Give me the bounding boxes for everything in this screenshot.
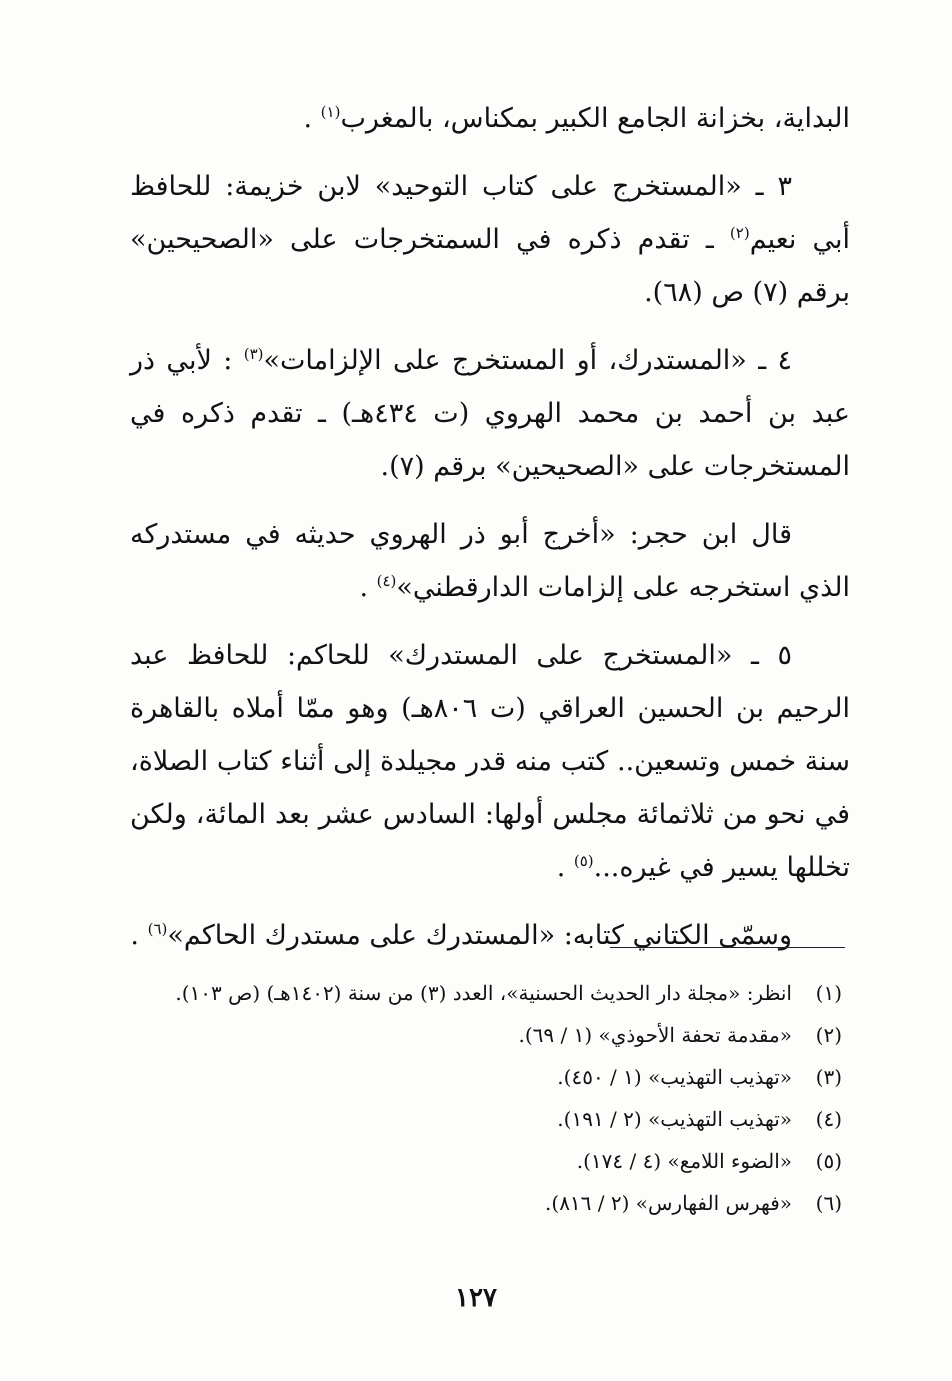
footnote-5-number: (٥) [815, 1149, 842, 1173]
paragraph-2-text: ٣ ـ «المستخرج على كتاب التوحيد» لابن خزيمة: للحافظ أبي نعيم [130, 171, 850, 255]
paragraph-5-end: . [556, 852, 574, 883]
footnote-1-text: انظر: «مجلة دار الحديث الحسنية»، العدد (٣) من سنة (١٤٠٢هـ) (ص ١٠٣). [175, 981, 792, 1005]
footnote-ref-5: (٥) [573, 852, 594, 870]
footnote-ref-1: (١) [320, 103, 341, 121]
paragraph-2 [130, 160, 850, 319]
paragraph-3-text: ٤ ـ «المستدرك، أو المستخرج على الإلزامات» [263, 345, 792, 376]
paragraph-3-end: : لأبي ذر عبد بن أحمد بن محمد الهروي (ت ٤٣٤هـ) ـ تقدم ذكره في المستخرجات على «الصحيحين» برقم (٧). [130, 345, 850, 482]
paragraph-6 [130, 909, 850, 962]
footnote-5 [130, 1140, 842, 1182]
footnote-1 [130, 972, 842, 1014]
footnote-4-number: (٤) [815, 1107, 842, 1131]
paragraph-1 [130, 92, 850, 145]
footnote-2 [130, 1014, 842, 1056]
page-number: ١٢٧ [455, 1283, 497, 1313]
footnote-ref-3: (٣) [243, 345, 264, 363]
paragraph-1-end: . [303, 103, 321, 134]
footnote-2-text: «مقدمة تحفة الأحوذي» (١ / ٦٩). [518, 1023, 792, 1047]
footnote-3 [130, 1056, 842, 1098]
footnote-2-number: (٢) [815, 1023, 842, 1047]
footnote-6 [130, 1182, 842, 1224]
paragraph-4-end: . [359, 572, 377, 603]
footnote-6-number: (٦) [815, 1191, 842, 1215]
footnote-1-number: (١) [815, 981, 842, 1005]
footnote-separator [610, 947, 845, 948]
footnote-ref-6: (٦) [147, 920, 168, 938]
main-text [130, 92, 850, 977]
footnote-4 [130, 1098, 842, 1140]
paragraph-6-text: وسمّى الكتاني كتابه: «المستدرك على مستدرك الحاكم» [167, 920, 792, 951]
paragraph-1-text: البداية، بخزانة الجامع الكبير بمكناس، بالمغرب [340, 103, 850, 134]
footnote-5-text: «الضوء اللامع» (٤ / ١٧٤). [576, 1149, 792, 1173]
paragraph-3 [130, 334, 850, 493]
paragraph-6-end: . [130, 920, 148, 951]
paragraph-2-end: ـ تقدم ذكره في السمتخرجات على «الصحيحين» برقم (٧) ص (٦٨). [130, 224, 850, 308]
paragraph-5-text: ٥ ـ «المستخرج على المستدرك» للحاكم: للحافظ عبد الرحيم بن الحسين العراقي (ت ٨٠٦هـ) وهو ممّا أملاه بالقاهرة سنة خمس وتسعين.. كتب منه قدر مجيلدة إلى أثناء كتاب الصلاة، في نحو من ثلاثمائة مجلس أولها: السادس عشر بعد المائة، ولكن تخللها يسير في غيره... [130, 640, 850, 883]
footnote-3-number: (٣) [815, 1065, 842, 1089]
paragraph-4-text: قال ابن حجر: «أخرج أبو ذر الهروي حديثه في مستدركه الذي استخرجه على إلزامات الدارقطني» [130, 519, 850, 603]
footnote-ref-4: (٤) [376, 572, 397, 590]
footnote-4-text: «تهذيب التهذيب» (٢ / ١٩١). [557, 1107, 792, 1131]
footnote-ref-2: (٢) [729, 224, 750, 242]
paragraph-4 [130, 508, 850, 614]
footnote-6-text: «فهرس الفهارس» (٢ / ٨١٦). [545, 1191, 792, 1215]
footnotes [130, 972, 842, 1224]
footnote-3-text: «تهذيب التهذيب» (١ / ٤٥٠). [557, 1065, 792, 1089]
paragraph-5 [130, 629, 850, 894]
